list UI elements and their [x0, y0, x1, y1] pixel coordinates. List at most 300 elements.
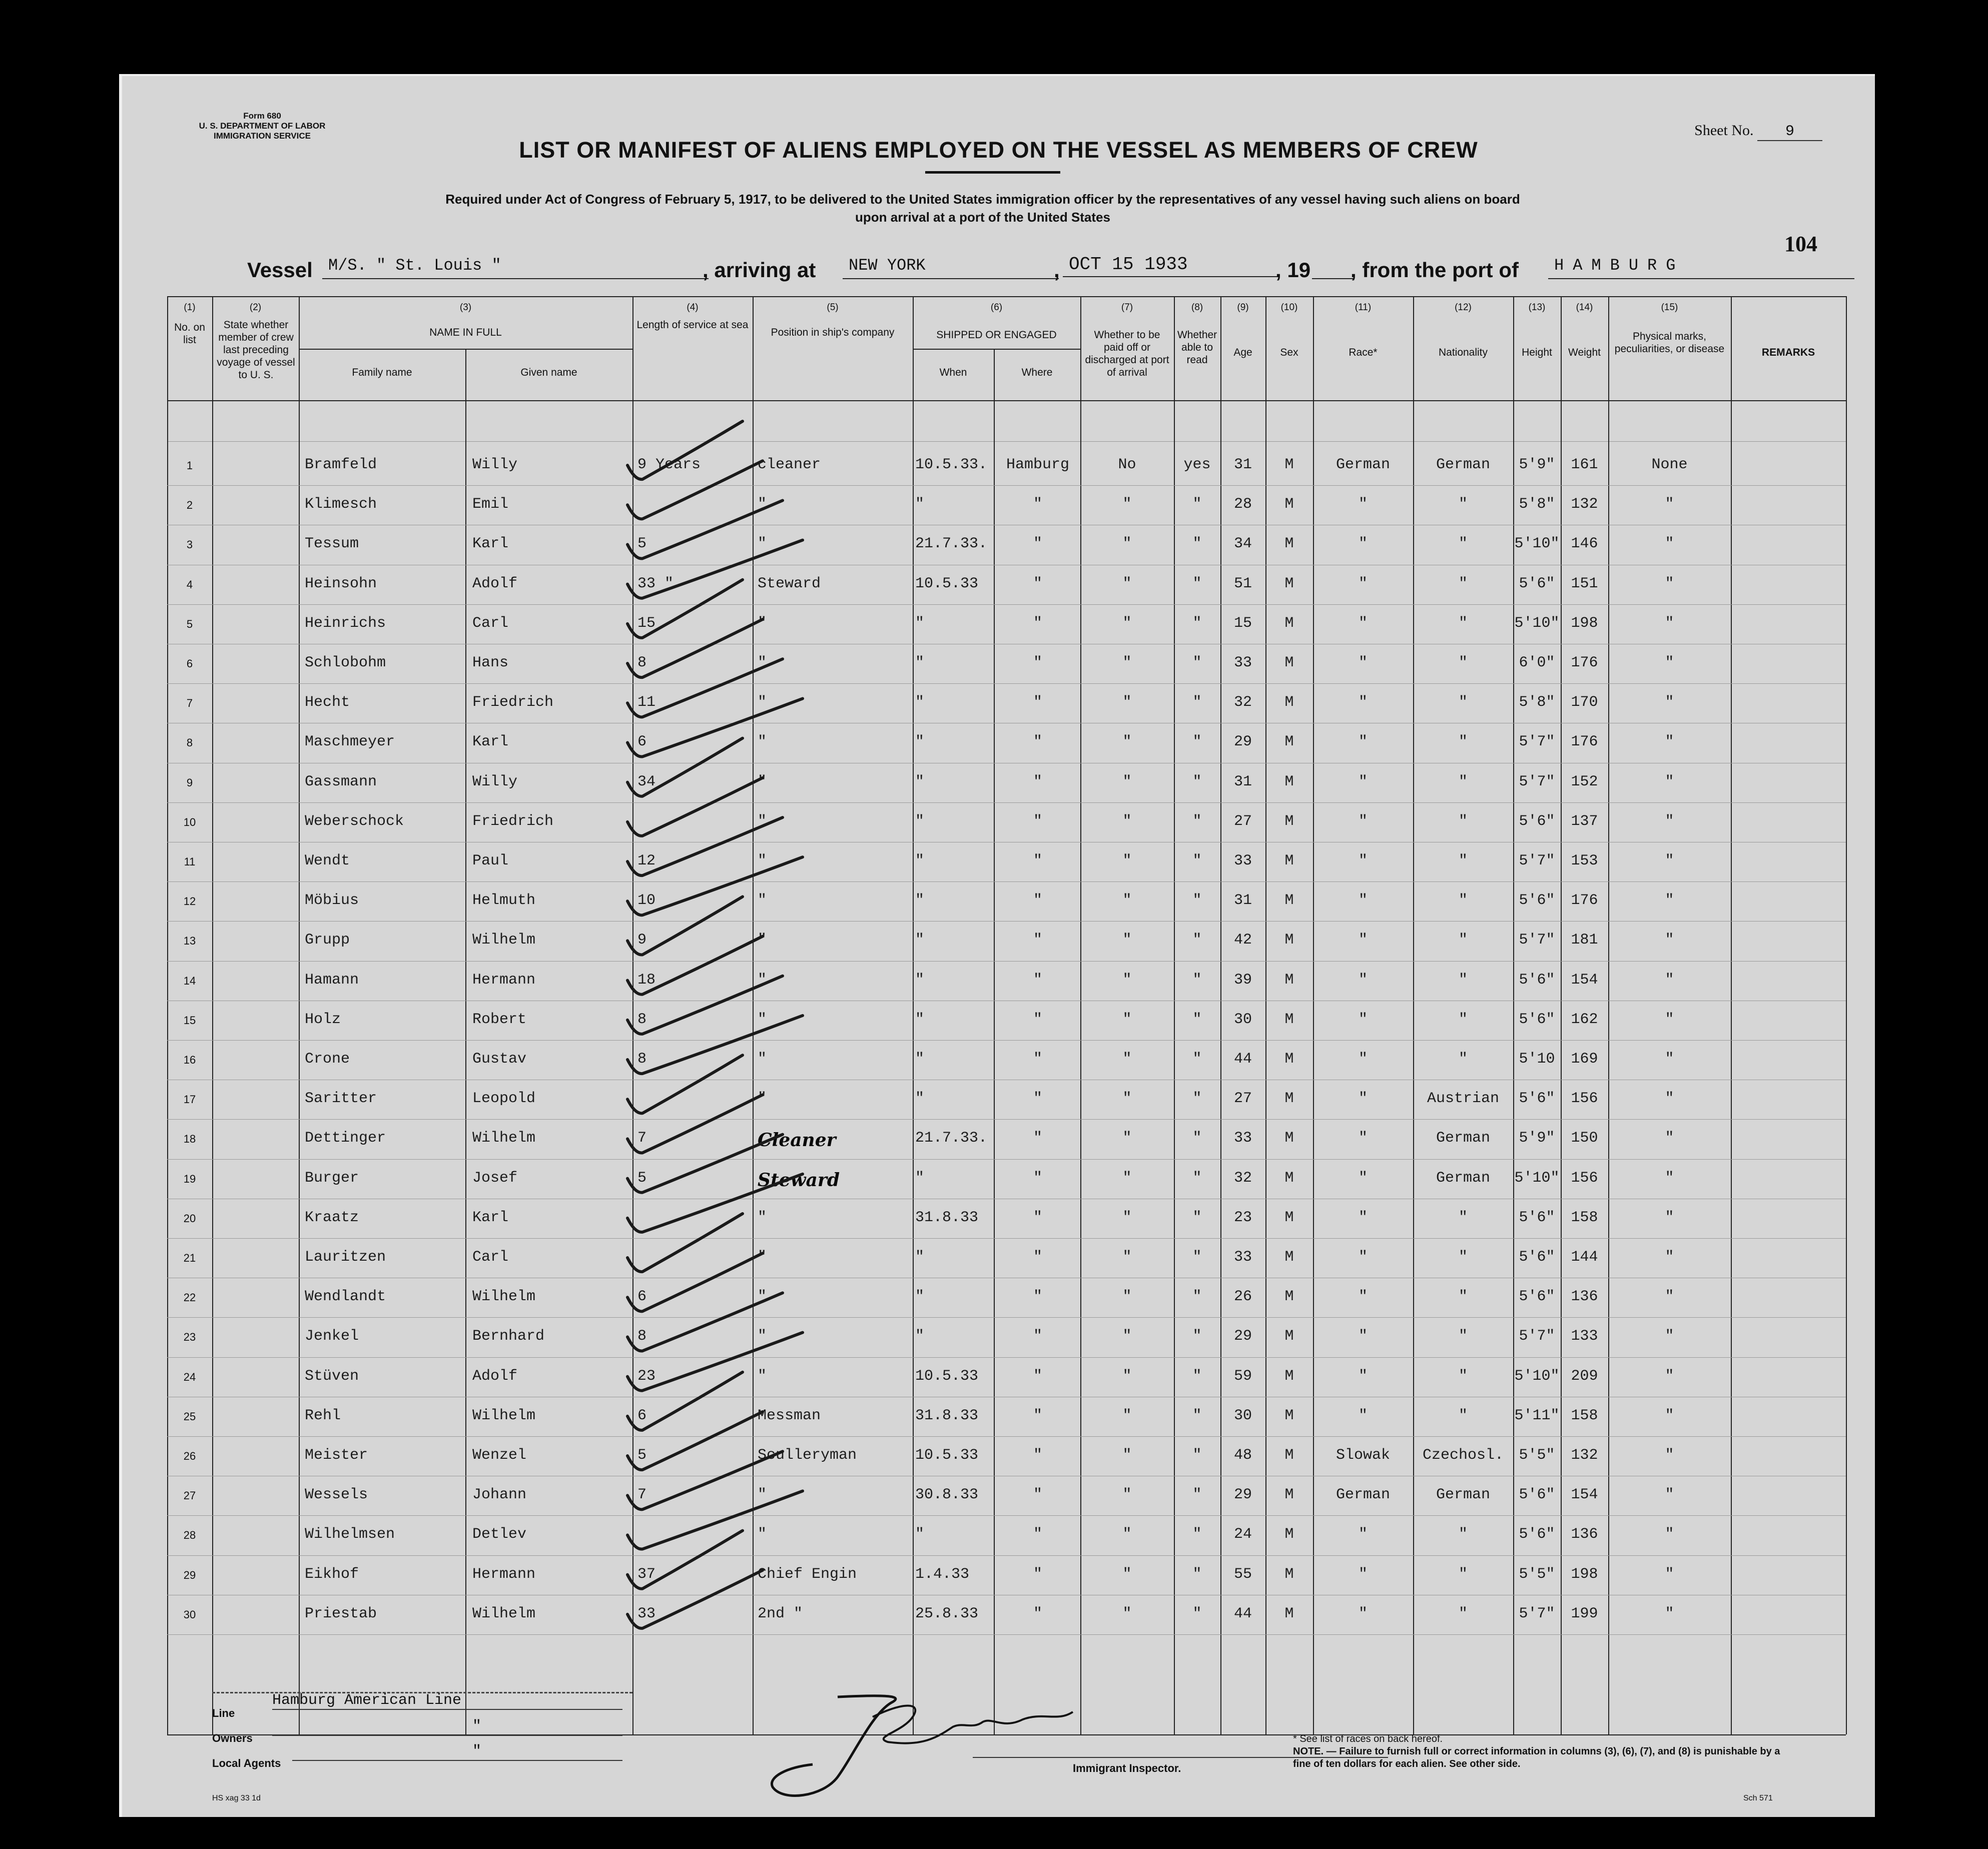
form-code-left: HS xag 33 1d	[212, 1794, 261, 1802]
row-number-cell: 6	[186, 657, 193, 670]
paid-off-cell: "	[1122, 1486, 1132, 1504]
length-of-service-cell: 9 Years	[637, 456, 701, 473]
physical-marks-cell: "	[1665, 1051, 1674, 1068]
race-cell: "	[1358, 1288, 1368, 1306]
paid-off-cell: "	[1122, 812, 1132, 830]
pencil-check-mark	[627, 976, 783, 1034]
from-port-field: HAMBURG	[1548, 256, 1854, 279]
race-cell: "	[1358, 1169, 1368, 1187]
physical-marks-cell: "	[1665, 1526, 1674, 1543]
weight-cell: 170	[1571, 694, 1598, 711]
inspector-signature	[723, 1682, 1173, 1807]
shipped-when-cell: 10.5.33.	[915, 456, 988, 473]
age-cell: 51	[1233, 575, 1252, 592]
shipped-where-cell: "	[1033, 971, 1042, 989]
able-to-read-cell: "	[1192, 892, 1202, 909]
race-cell: Slowak	[1336, 1447, 1391, 1464]
position-cell: "	[758, 614, 767, 632]
length-of-service-cell: 8	[637, 1328, 647, 1345]
given-name-cell: Hans	[472, 654, 509, 671]
age-cell: 33	[1233, 852, 1252, 869]
form-number: Form 680	[243, 111, 281, 121]
paid-off-cell: "	[1122, 1011, 1132, 1028]
paid-off-cell: "	[1122, 1288, 1132, 1306]
row-number-cell: 11	[184, 855, 196, 868]
given-name-cell: Josef	[472, 1169, 518, 1187]
family-name-cell: Holz	[305, 1011, 341, 1028]
row-number-cell: 29	[183, 1568, 196, 1581]
row-number-cell: 19	[183, 1172, 196, 1185]
shipped-where-cell: "	[1033, 1486, 1042, 1504]
race-cell: "	[1358, 1605, 1368, 1622]
race-cell: "	[1358, 614, 1368, 632]
given-name-cell: Leopold	[472, 1090, 536, 1108]
pencil-check-mark	[627, 619, 763, 677]
race-cell: "	[1358, 1130, 1368, 1147]
header-col-15-number: (15)	[1661, 302, 1678, 313]
race-cell: "	[1358, 575, 1368, 592]
length-of-service-cell: 5	[637, 535, 647, 553]
weight-cell: 176	[1571, 654, 1598, 671]
race-cell: "	[1358, 654, 1368, 671]
length-of-service-cell: 33	[637, 1605, 656, 1622]
position-cell: "	[758, 1051, 767, 1068]
physical-marks-cell: "	[1665, 1130, 1674, 1147]
physical-marks-cell: "	[1665, 1209, 1674, 1226]
header-col-1-number: (1)	[184, 302, 196, 313]
row-number-cell: 17	[183, 1093, 196, 1106]
position-cell: Chief Engin	[758, 1565, 857, 1583]
position-cell: "	[758, 932, 767, 949]
age-cell: 24	[1233, 1526, 1252, 1543]
given-name-cell: Friedrich	[472, 694, 554, 711]
header-col-2: State whether member of crew last preceding voyage of vessel to U. S.	[217, 319, 295, 381]
able-to-read-cell: "	[1192, 535, 1202, 553]
age-cell: 28	[1233, 496, 1252, 513]
given-name-cell: Hermann	[472, 971, 536, 989]
given-name-cell: Karl	[472, 1209, 509, 1226]
position-cell: "	[758, 1526, 767, 1543]
age-cell: 39	[1233, 971, 1252, 989]
pencil-check-mark	[627, 1412, 763, 1470]
family-name-cell: Kraatz	[305, 1209, 359, 1226]
header-col-4-number: (4)	[687, 302, 699, 313]
row-number-cell: 24	[183, 1370, 196, 1383]
nationality-cell: German	[1436, 1486, 1491, 1504]
physical-marks-cell: "	[1665, 496, 1674, 513]
header-col-6: SHIPPED OR ENGAGED	[936, 329, 1057, 341]
position-cell: Sculleryman	[758, 1447, 857, 1464]
shipped-when-cell: "	[915, 733, 925, 751]
race-cell: "	[1358, 1209, 1368, 1226]
row-number-cell: 22	[183, 1291, 196, 1304]
weight-cell: 158	[1571, 1209, 1598, 1226]
subtitle-line-2: upon arrival at a port of the United States	[855, 210, 1110, 225]
nationality-cell: German	[1436, 456, 1491, 473]
able-to-read-cell: "	[1192, 1328, 1202, 1345]
header-given-name: Given name	[520, 367, 577, 378]
physical-marks-cell: "	[1665, 694, 1674, 711]
able-to-read-cell: "	[1192, 812, 1202, 830]
inspector-label: Immigrant Inspector.	[1073, 1762, 1181, 1774]
weight-cell: 158	[1571, 1407, 1598, 1424]
sex-cell: M	[1284, 773, 1294, 790]
sex-cell: M	[1284, 1090, 1294, 1108]
shipped-when-cell: 31.8.33	[915, 1407, 979, 1424]
races-footnote: * See list of races on back hereof.	[1293, 1733, 1443, 1744]
shipped-where-cell: "	[1033, 892, 1042, 909]
vessel-label: Vessel	[247, 258, 313, 282]
given-name-cell: Gustav	[472, 1051, 527, 1068]
nationality-cell: "	[1458, 694, 1468, 711]
age-cell: 23	[1233, 1209, 1252, 1226]
length-of-service-cell: 8	[637, 1051, 647, 1068]
able-to-read-cell: "	[1192, 733, 1202, 751]
pencil-check-mark	[627, 896, 743, 955]
race-cell: "	[1358, 535, 1368, 553]
family-name-cell: Bramfeld	[305, 456, 377, 473]
race-cell: "	[1358, 971, 1368, 989]
race-cell: "	[1358, 1249, 1368, 1266]
sex-cell: M	[1284, 1605, 1294, 1622]
age-cell: 27	[1233, 812, 1252, 830]
race-cell: "	[1358, 1565, 1368, 1583]
shipped-when-cell: 21.7.33.	[915, 535, 988, 553]
shipped-where-cell: "	[1033, 654, 1042, 671]
height-cell: 5'6"	[1519, 892, 1555, 909]
weight-cell: 132	[1571, 496, 1598, 513]
shipped-where-cell: "	[1033, 694, 1042, 711]
family-name-cell: Heinsohn	[305, 575, 377, 592]
nationality-cell: Austrian	[1427, 1090, 1500, 1108]
paid-off-cell: "	[1122, 1169, 1132, 1187]
sex-cell: M	[1284, 1130, 1294, 1147]
height-cell: 5'10"	[1514, 1367, 1560, 1385]
shipped-where-cell: "	[1033, 1526, 1042, 1543]
pencil-check-mark	[627, 1016, 803, 1074]
sex-cell: M	[1284, 575, 1294, 592]
family-name-cell: Wessels	[305, 1486, 368, 1504]
race-cell: "	[1358, 733, 1368, 751]
position-cell: "	[758, 1486, 767, 1504]
paid-off-cell: "	[1122, 892, 1132, 909]
able-to-read-cell: "	[1192, 1169, 1202, 1187]
shipped-where-cell: "	[1033, 1565, 1042, 1583]
physical-marks-cell: "	[1665, 575, 1674, 592]
family-name-cell: Gassmann	[305, 773, 377, 790]
length-of-service-cell: 5	[637, 1169, 647, 1187]
sex-cell: M	[1284, 1367, 1294, 1385]
physical-marks-cell: "	[1665, 932, 1674, 949]
height-cell: 5'5"	[1519, 1565, 1555, 1583]
pencil-check-mark	[627, 1451, 783, 1509]
age-cell: 31	[1233, 773, 1252, 790]
manifest-sheet	[119, 74, 1875, 1817]
length-of-service-cell: 11	[637, 694, 656, 711]
pencil-check-mark	[627, 778, 763, 836]
weight-cell: 198	[1571, 1565, 1598, 1583]
weight-cell: 151	[1571, 575, 1598, 592]
header-col-8-number: (8)	[1191, 302, 1203, 313]
shipped-where-cell: "	[1033, 496, 1042, 513]
height-cell: 5'10"	[1514, 535, 1560, 553]
length-of-service-cell: 6	[637, 1288, 647, 1306]
pencil-check-mark	[627, 421, 743, 479]
nationality-cell: "	[1458, 1605, 1468, 1622]
height-cell: 5'7"	[1519, 1605, 1555, 1622]
sex-cell: M	[1284, 1526, 1294, 1543]
family-name-cell: Schlobohm	[305, 654, 386, 671]
given-name-cell: Willy	[472, 456, 518, 473]
length-of-service-cell: 8	[637, 654, 647, 671]
able-to-read-cell: "	[1192, 773, 1202, 790]
position-cell: "	[758, 1090, 767, 1108]
paid-off-cell: "	[1122, 1249, 1132, 1266]
family-name-cell: Grupp	[305, 932, 350, 949]
sex-cell: M	[1284, 1249, 1294, 1266]
age-cell: 48	[1233, 1447, 1252, 1464]
shipped-where-cell: "	[1033, 575, 1042, 592]
vessel-field: M/S. " St. Louis "	[322, 256, 709, 279]
shipped-where-cell: "	[1033, 932, 1042, 949]
shipped-when-cell: "	[915, 1090, 925, 1108]
weight-cell: 136	[1571, 1526, 1598, 1543]
sex-cell: M	[1284, 733, 1294, 751]
length-of-service-cell: 12	[637, 852, 656, 869]
shipped-when-cell: "	[915, 892, 925, 909]
height-cell: 5'6"	[1519, 971, 1555, 989]
page-subtitle	[332, 190, 1633, 226]
sex-cell: M	[1284, 1011, 1294, 1028]
pencil-check-mark	[627, 1174, 803, 1232]
age-cell: 33	[1233, 1130, 1252, 1147]
position-cell: "	[758, 654, 767, 671]
height-cell: 5'6"	[1519, 812, 1555, 830]
shipped-when-cell: "	[915, 971, 925, 989]
pencil-check-marks	[607, 296, 1008, 1734]
pencil-check-mark	[627, 817, 783, 875]
family-name-cell: Dettinger	[305, 1130, 386, 1147]
header-col-12: Nationality	[1438, 347, 1488, 358]
stamped-page-number: 104	[1784, 232, 1817, 256]
age-cell: 29	[1233, 733, 1252, 751]
sex-cell: M	[1284, 1486, 1294, 1504]
given-name-cell: Robert	[472, 1011, 527, 1028]
position-cell: "	[758, 852, 767, 869]
race-cell: "	[1358, 932, 1368, 949]
row-number-cell: 7	[186, 697, 193, 710]
physical-marks-cell: "	[1665, 1249, 1674, 1266]
header-col-12-number: (12)	[1455, 302, 1472, 313]
pencil-check-mark	[627, 1253, 763, 1311]
shipped-where-cell: "	[1033, 1288, 1042, 1306]
given-name-cell: Carl	[472, 1249, 509, 1266]
length-of-service-cell: 10	[637, 892, 656, 909]
age-cell: 32	[1233, 1169, 1252, 1187]
family-name-cell: Saritter	[305, 1090, 377, 1108]
family-name-cell: Hamann	[305, 971, 359, 989]
sex-cell: M	[1284, 456, 1294, 473]
position-cell: 2nd "	[758, 1605, 803, 1622]
physical-marks-cell: "	[1665, 892, 1674, 909]
header-col-5-number: (5)	[827, 302, 839, 313]
shipped-where-cell: "	[1033, 1011, 1042, 1028]
sex-cell: M	[1284, 932, 1294, 949]
paid-off-cell: "	[1122, 694, 1132, 711]
weight-cell: 150	[1571, 1130, 1598, 1147]
age-cell: 27	[1233, 1090, 1252, 1108]
header-col-10-number: (10)	[1280, 302, 1298, 313]
age-cell: 30	[1233, 1011, 1252, 1028]
pencil-check-mark	[627, 659, 783, 717]
height-cell: 5'5"	[1519, 1447, 1555, 1464]
height-cell: 5'6"	[1519, 575, 1555, 592]
header-col-3-number: (3)	[459, 302, 472, 313]
height-cell: 5'6"	[1519, 1011, 1555, 1028]
row-number-cell: 9	[186, 776, 193, 789]
nationality-cell: "	[1458, 733, 1468, 751]
age-cell: 29	[1233, 1328, 1252, 1345]
position-cell: "	[758, 1367, 767, 1385]
row-number-cell: 16	[183, 1054, 196, 1066]
able-to-read-cell: "	[1192, 1288, 1202, 1306]
family-name-cell: Crone	[305, 1051, 350, 1068]
height-cell: 5'10"	[1514, 1169, 1560, 1187]
shipped-when-cell: 30.8.33	[915, 1486, 979, 1504]
header-col-9-number: (9)	[1237, 302, 1249, 313]
row-number-cell: 25	[183, 1410, 196, 1423]
able-to-read-cell: "	[1192, 496, 1202, 513]
weight-cell: 152	[1571, 773, 1598, 790]
age-cell: 32	[1233, 694, 1252, 711]
given-name-cell: Carl	[472, 614, 509, 632]
header-col-13: Height	[1522, 347, 1552, 358]
nationality-cell: "	[1458, 932, 1468, 949]
position-cell: "	[758, 892, 767, 909]
able-to-read-cell: "	[1192, 575, 1202, 592]
row-number-cell: 14	[183, 974, 196, 987]
shipped-where-cell: "	[1033, 1130, 1042, 1147]
shipped-where-cell: "	[1033, 1090, 1042, 1108]
shipped-when-cell: "	[915, 1288, 925, 1306]
owners-label: Owners	[212, 1732, 253, 1744]
family-name-cell: Lauritzen	[305, 1249, 386, 1266]
penalty-note: NOTE. — Failure to furnish full or correct information in columns (3), (6), (7), and (8) is punishable by a fine of ten dollars for each alien. See other side.	[1293, 1746, 1780, 1769]
height-cell: 5'9"	[1519, 456, 1555, 473]
length-of-service-cell: 5	[637, 1447, 647, 1464]
physical-marks-cell: "	[1665, 1486, 1674, 1504]
shipped-where-cell: "	[1033, 773, 1042, 790]
paid-off-cell: "	[1122, 575, 1132, 592]
shipped-when-cell: "	[915, 694, 925, 711]
length-of-service-cell: 6	[637, 733, 647, 751]
row-number-cell: 10	[183, 815, 196, 828]
race-cell: "	[1358, 694, 1368, 711]
shipped-when-cell: "	[915, 1011, 925, 1028]
physical-marks-cell: "	[1665, 614, 1674, 632]
pencil-check-mark	[627, 580, 743, 638]
race-cell: "	[1358, 812, 1368, 830]
race-cell: German	[1336, 1486, 1391, 1504]
position-cell: "	[758, 535, 767, 553]
height-cell: 5'6"	[1519, 1526, 1555, 1543]
able-to-read-cell: "	[1192, 1051, 1202, 1068]
sex-cell: M	[1284, 812, 1294, 830]
nationality-cell: "	[1458, 1209, 1468, 1226]
header-col-14-number: (14)	[1576, 302, 1593, 313]
race-cell: "	[1358, 1367, 1368, 1385]
height-cell: 5'6"	[1519, 1288, 1555, 1306]
paid-off-cell: "	[1122, 1051, 1132, 1068]
header-col-2-number: (2)	[249, 302, 262, 313]
pencil-check-mark	[627, 1372, 743, 1430]
shipped-where-cell: "	[1033, 1447, 1042, 1464]
age-cell: 55	[1233, 1565, 1252, 1583]
row-number-cell: 28	[183, 1529, 196, 1542]
shipped-where-cell: "	[1033, 1605, 1042, 1622]
family-name-cell: Rehl	[305, 1407, 341, 1424]
sex-cell: M	[1284, 496, 1294, 513]
shipped-when-cell: "	[915, 614, 925, 632]
height-cell: 5'9"	[1519, 1130, 1555, 1147]
length-of-service-cell: 8	[637, 1011, 647, 1028]
header-col-14: Weight	[1568, 347, 1601, 358]
shipped-when-cell: "	[915, 1249, 925, 1266]
family-name-cell: Weberschock	[305, 812, 404, 830]
header-remarks: REMARKS	[1761, 347, 1815, 358]
header-col-11-number: (11)	[1355, 302, 1372, 313]
owners-field: "	[272, 1718, 622, 1736]
age-cell: 29	[1233, 1486, 1252, 1504]
paid-off-cell: "	[1122, 1209, 1132, 1226]
paid-off-cell: "	[1122, 773, 1132, 790]
physical-marks-cell: "	[1665, 1447, 1674, 1464]
family-name-cell: Meister	[305, 1447, 368, 1464]
shipped-when-cell: 31.8.33	[915, 1209, 979, 1226]
race-cell: "	[1358, 1051, 1368, 1068]
pencil-check-mark	[627, 1491, 803, 1549]
position-cell: "	[758, 1328, 767, 1345]
race-cell: "	[1358, 892, 1368, 909]
height-cell: 5'11"	[1514, 1407, 1560, 1424]
given-name-cell: Helmuth	[472, 892, 536, 909]
able-to-read-cell: yes	[1183, 456, 1211, 473]
nationality-cell: "	[1458, 1565, 1468, 1583]
position-cell: Steward	[758, 575, 821, 592]
paid-off-cell: "	[1122, 971, 1132, 989]
line-field	[272, 1692, 622, 1710]
physical-marks-cell: "	[1665, 773, 1674, 790]
service-name: IMMIGRATION SERVICE	[214, 131, 311, 141]
family-name-cell: Heinrichs	[305, 614, 386, 632]
race-cell: "	[1358, 1090, 1368, 1108]
shipped-when-cell: "	[915, 1051, 925, 1068]
header-col-13-number: (13)	[1528, 302, 1546, 313]
able-to-read-cell: "	[1192, 932, 1202, 949]
height-cell: 5'7"	[1519, 733, 1555, 751]
family-name-cell: Wendt	[305, 852, 350, 869]
shipped-where-cell: "	[1033, 852, 1042, 869]
from-port-label: , from the port of	[1351, 258, 1519, 282]
header-col-7: Whether to be paid off or discharged at port of arrival	[1085, 329, 1169, 378]
physical-marks-cell: "	[1665, 1407, 1674, 1424]
family-name-cell: Jenkel	[305, 1328, 359, 1345]
pencil-check-mark	[627, 540, 803, 598]
header-col-8: Whether able to read	[1177, 329, 1217, 366]
physical-marks-cell: "	[1665, 1288, 1674, 1306]
nationality-cell: "	[1458, 614, 1468, 632]
physical-marks-cell: "	[1665, 1565, 1674, 1583]
